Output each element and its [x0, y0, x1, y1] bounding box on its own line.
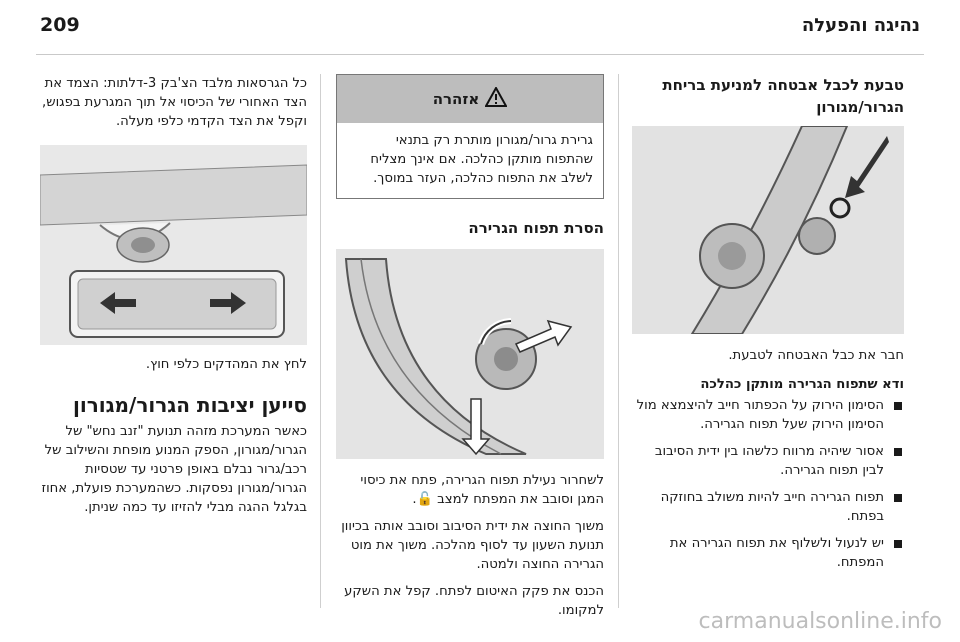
watermark-text: carmanualsonline.info: [698, 609, 942, 634]
bullet-square-icon: [894, 402, 902, 410]
unlock-text: לשחרור נעילת תפוח הגרירה, פתח את כיסוי המגן וסובב את המפתח למצב: [360, 473, 604, 507]
pull-handle-paragraph: משוך החוצה את ידית הסיבוב וסובב אותה בכיוון תנועת השעון עד לסוף מהלכה. משוך את מוט הגרירה החוצה ולמטה.: [341, 519, 604, 572]
warning-icon: [485, 87, 507, 112]
warning-header: [337, 75, 603, 123]
unlock-paragraph: [336, 471, 604, 509]
ring-drawing: [632, 126, 904, 334]
figure-caption: לחץ את המהדקים כלפי חוץ.: [145, 357, 307, 372]
safety-cable-ring-illustration: [632, 126, 904, 334]
header-divider: [36, 54, 924, 55]
unlock-symbol: 🔓.: [412, 492, 433, 507]
bumper-cover-illustration: [40, 145, 307, 345]
section-heading: סייען יציבות הגרור/מגורון: [72, 393, 307, 417]
subheading: ודא שתפוח הגרירה מותקן כהלכה: [700, 377, 904, 392]
list-item: אסור שיהיה מרווח כלשהו בין ידית הסיבוב לבין תפוח הגרירה.: [632, 442, 904, 480]
column-left: [40, 74, 307, 517]
section-heading: הסרת תפוח הגרירה: [468, 219, 604, 237]
bullet-square-icon: [894, 540, 902, 548]
bullet-square-icon: [894, 448, 902, 456]
page-number: 209: [40, 14, 80, 36]
page-header-title: נהיגה והפעלה: [801, 15, 920, 36]
section-heading: טבעת לכבל אבטחה למניעת בריחת הגרור/מגורון: [662, 76, 904, 116]
column-middle: [336, 74, 604, 620]
warning-box: [336, 74, 604, 199]
warning-text: גרירת גרור/מגורון מותרת רק בתנאי שהתפוח מותקן כהלכה. אם אינך מצליח לשלב את התפוח כהלכה, העזר במוסך.: [370, 133, 593, 186]
intro-paragraph: כל הגרסאות מלבד הצ'בק 3-דלתות: הצמד את הצד האחורי של הכיסוי אל תוך המגרעת בפגוש, וקפל את הצד הקדמי כלפי מעלה.: [42, 76, 307, 129]
warning-title: אזהרה: [432, 89, 480, 108]
list-item: תפוח הגרירה חייב להיות משולב בחוזקה בפתח.: [632, 488, 904, 526]
stability-paragraph: כאשר המערכת מזהה תנועת "זנב נחש" של הגרור/מגורון, הספק המנוע מופחת והשילוב של רכב/גרור נבלם באופן פרטני עד שטסיות הגרור/מגורון נפסקות. כשהמערכת פועלת, אחוז בגלגל ההגה מבלי להזיזו עד כמה שניתן.: [41, 424, 307, 515]
figure-caption: חבר את כבל האבטחה לטבעת.: [728, 348, 904, 363]
tow-ball-drawing: [336, 249, 604, 459]
list-item: הסימון הירוק על הכפתור חייב להיצמצא מול הסימון הירוק שעל תפוח הגרירה.: [632, 396, 904, 434]
bumper-drawing: [40, 145, 307, 345]
bullet-square-icon: [894, 494, 902, 502]
seal-plug-paragraph: הכנס את פקק האיטום לפתח. קפל את השקע למקומו.: [344, 584, 604, 618]
column-right: [632, 74, 904, 580]
column-divider: [618, 74, 619, 608]
checklist: [632, 396, 904, 572]
column-divider: [320, 74, 321, 608]
list-item: יש לנעול ולשלוף את תפוח הגרירה את המפתח.: [632, 534, 904, 572]
tow-ball-removal-illustration: [336, 249, 604, 459]
